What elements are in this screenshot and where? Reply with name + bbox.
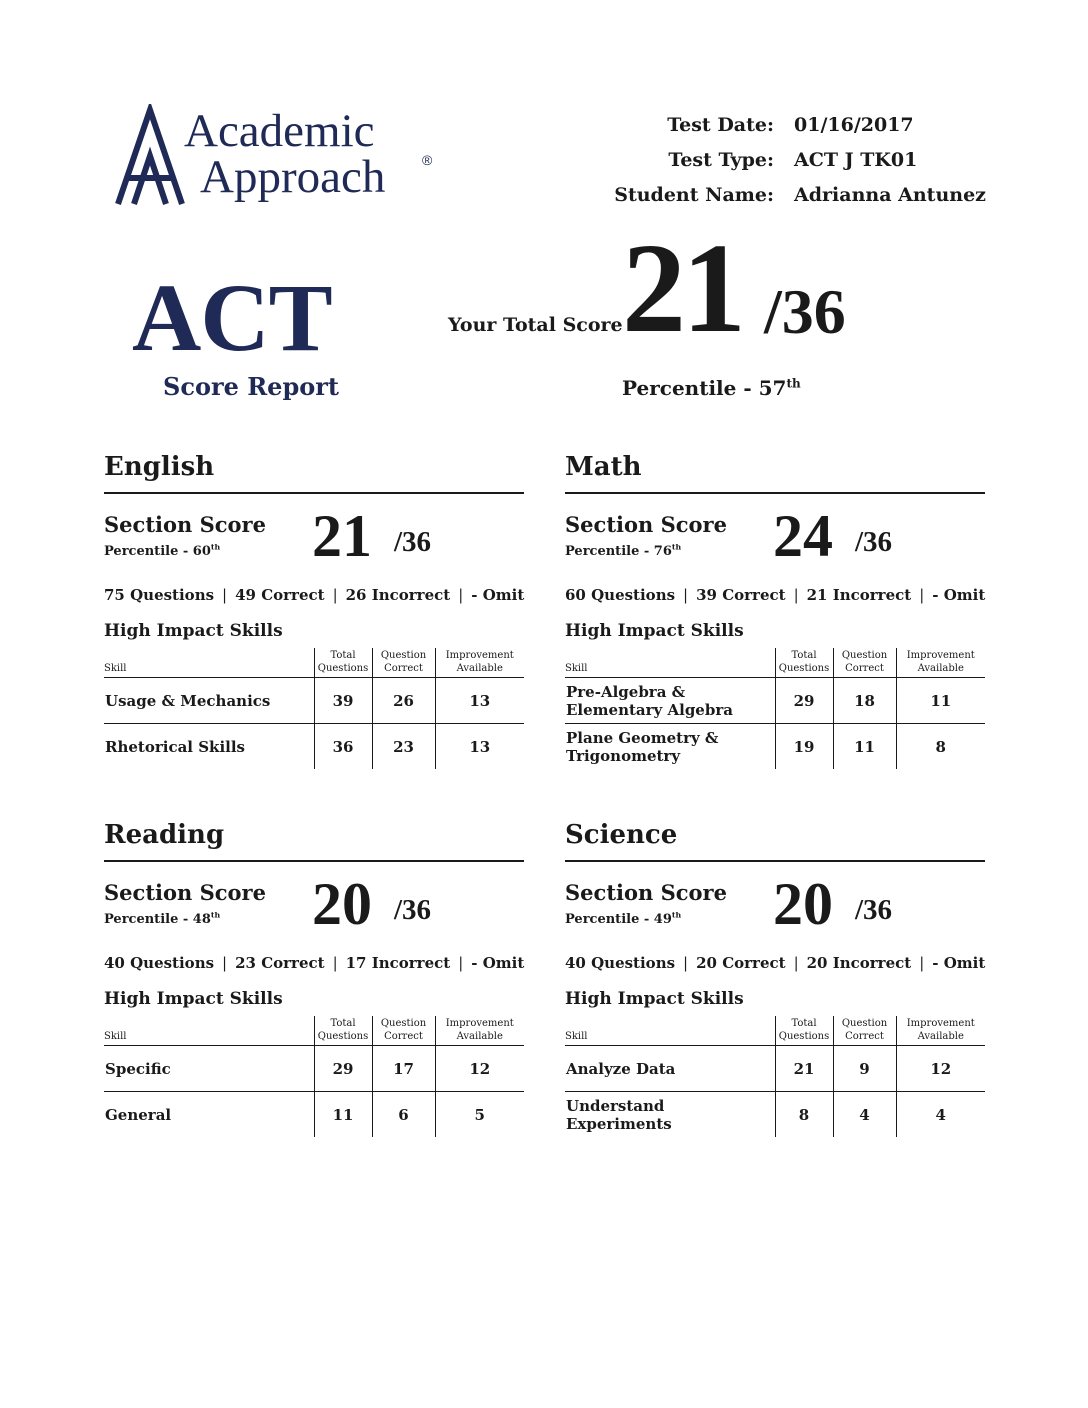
omit-count: - Omit: [471, 954, 525, 972]
skills-table-header: [565, 1016, 985, 1046]
skill-improvement: 13: [435, 678, 524, 724]
skill-total: 39: [314, 678, 372, 724]
skill-improvement: 5: [435, 1092, 524, 1138]
skills-table-row: [565, 724, 985, 770]
skill-improvement: 12: [896, 1046, 985, 1092]
skill-improvement: 11: [896, 678, 985, 724]
skill-correct: 11: [833, 724, 896, 770]
skill-name: Specific: [104, 1046, 314, 1092]
question-correct-col-header: Question Correct: [372, 1016, 435, 1046]
high-impact-skills-title: High Impact Skills: [104, 989, 283, 1009]
skill-correct: 17: [372, 1046, 435, 1092]
skill-name: Plane Geometry & Trigonometry: [566, 728, 719, 765]
section-stats: 75 Questions | 49 Correct | 26 Incorrect | - Omit: [104, 586, 525, 604]
high-impact-skills-title: High Impact Skills: [565, 989, 744, 1009]
skill-correct: 9: [833, 1046, 896, 1092]
skill-col-header: Skill: [104, 1016, 314, 1046]
incorrect-count: 17 Incorrect: [345, 954, 451, 972]
section-score-max: /36: [855, 526, 893, 558]
test-date-value: 01/16/2017: [794, 114, 914, 136]
academic-approach-logo: [112, 104, 442, 214]
test-type-label: Test Type:: [668, 149, 774, 171]
skill-name: Rhetorical Skills: [105, 737, 245, 756]
questions-count: 75 Questions: [104, 586, 215, 604]
section-score: 20: [312, 871, 372, 937]
skill-total: 29: [314, 1046, 372, 1092]
skill-col-header: Skill: [565, 1016, 775, 1046]
logo-word-approach: Approach: [200, 151, 386, 203]
questions-count: 40 Questions: [565, 954, 676, 972]
section-percentile: Percentile - 49th: [565, 910, 682, 927]
skill-improvement: 12: [435, 1046, 524, 1092]
section-score-max: /36: [394, 526, 432, 558]
section-score: 24: [773, 503, 833, 569]
omit-count: - Omit: [932, 954, 986, 972]
high-impact-skills-title: High Impact Skills: [104, 621, 283, 641]
section-math: [565, 452, 985, 782]
section-divider: [565, 492, 985, 494]
skill-total: 8: [775, 1092, 833, 1138]
section-score-max: /36: [855, 894, 893, 926]
section-reading: [104, 820, 524, 1150]
total-questions-col-header: Total Questions: [314, 1016, 372, 1046]
skills-table-row: [104, 678, 524, 724]
skill-col-header: Skill: [104, 648, 314, 678]
skills-table: [565, 648, 985, 769]
section-english: [104, 452, 524, 782]
logo-a-mark-icon: [112, 104, 192, 208]
section-score: 20: [773, 871, 833, 937]
score-report-subtitle: Score Report: [163, 372, 339, 401]
skill-correct: 26: [372, 678, 435, 724]
skill-correct: 23: [372, 724, 435, 770]
skills-table: [565, 1016, 985, 1137]
skills-table-header: [104, 1016, 524, 1046]
skill-total: 19: [775, 724, 833, 770]
correct-count: 20 Correct: [696, 954, 786, 972]
skills-table-row: [104, 1046, 524, 1092]
question-correct-col-header: Question Correct: [372, 648, 435, 678]
test-type-value: ACT J TK01: [794, 149, 918, 171]
section-divider: [104, 492, 524, 494]
section-stats: 40 Questions | 23 Correct | 17 Incorrect | - Omit: [104, 954, 525, 972]
test-date-label: Test Date:: [667, 114, 774, 136]
section-stats: 60 Questions | 39 Correct | 21 Incorrect | - Omit: [565, 586, 986, 604]
total-percentile: Percentile - 57th: [622, 376, 801, 400]
skill-total: 36: [314, 724, 372, 770]
questions-count: 60 Questions: [565, 586, 676, 604]
section-percentile: Percentile - 48th: [104, 910, 221, 927]
incorrect-count: 20 Incorrect: [806, 954, 912, 972]
section-science: [565, 820, 985, 1150]
total-score-max: /36: [764, 276, 846, 347]
skill-col-header: Skill: [565, 648, 775, 678]
total-questions-col-header: Total Questions: [775, 1016, 833, 1046]
skill-total: 11: [314, 1092, 372, 1138]
skill-correct: 4: [833, 1092, 896, 1138]
section-score-label: Section Score: [104, 512, 266, 537]
question-correct-col-header: Question Correct: [833, 1016, 896, 1046]
correct-count: 49 Correct: [235, 586, 325, 604]
student-name-value: Adrianna Antunez: [794, 184, 986, 206]
section-score-max: /36: [394, 894, 432, 926]
improvement-col-header: Improvement Available: [896, 648, 985, 678]
incorrect-count: 21 Incorrect: [806, 586, 912, 604]
total-questions-col-header: Total Questions: [314, 648, 372, 678]
skill-name: Understand Experiments: [566, 1096, 672, 1133]
student-name-label: Student Name:: [614, 184, 774, 206]
skills-table-row: [104, 724, 524, 770]
skill-improvement: 4: [896, 1092, 985, 1138]
omit-count: - Omit: [471, 586, 525, 604]
skill-improvement: 8: [896, 724, 985, 770]
skill-correct: 6: [372, 1092, 435, 1138]
high-impact-skills-title: High Impact Skills: [565, 621, 744, 641]
skill-name: General: [105, 1105, 172, 1124]
skills-table-header: [104, 648, 524, 678]
skills-table: [104, 648, 524, 769]
section-percentile: Percentile - 76th: [565, 542, 682, 559]
skill-name: Usage & Mechanics: [104, 678, 314, 724]
section-score-label: Section Score: [565, 512, 727, 537]
section-percentile: Percentile - 60th: [104, 542, 221, 559]
skill-total: 29: [775, 678, 833, 724]
total-score-label: Your Total Score: [448, 314, 623, 336]
total-questions-col-header: Total Questions: [775, 648, 833, 678]
section-divider: [565, 860, 985, 862]
improvement-col-header: Improvement Available: [435, 648, 524, 678]
total-score: 21: [622, 217, 742, 359]
skills-table-row: [104, 1092, 524, 1138]
skill-correct: 18: [833, 678, 896, 724]
section-title: Math: [565, 452, 642, 482]
questions-count: 40 Questions: [104, 954, 215, 972]
skills-table: [104, 1016, 524, 1137]
correct-count: 23 Correct: [235, 954, 325, 972]
skill-improvement: 13: [435, 724, 524, 770]
section-title: English: [104, 452, 215, 482]
section-title: Reading: [104, 820, 225, 850]
act-title: ACT: [132, 264, 332, 371]
skills-table-row: [565, 678, 985, 724]
question-correct-col-header: Question Correct: [833, 648, 896, 678]
improvement-col-header: Improvement Available: [896, 1016, 985, 1046]
section-stats: 40 Questions | 20 Correct | 20 Incorrect | - Omit: [565, 954, 986, 972]
skills-table-row: [565, 1046, 985, 1092]
section-score: 21: [312, 503, 372, 569]
section-divider: [104, 860, 524, 862]
logo-word-academic: Academic: [184, 105, 375, 157]
skills-table-header: [565, 648, 985, 678]
incorrect-count: 26 Incorrect: [345, 586, 451, 604]
section-title: Science: [565, 820, 678, 850]
omit-count: - Omit: [932, 586, 986, 604]
registered-mark: ®: [422, 152, 433, 168]
skill-name: Pre-Algebra & Elementary Algebra: [565, 678, 775, 724]
improvement-col-header: Improvement Available: [435, 1016, 524, 1046]
skill-name: Analyze Data: [565, 1046, 775, 1092]
section-score-label: Section Score: [565, 880, 727, 905]
section-score-label: Section Score: [104, 880, 266, 905]
correct-count: 39 Correct: [696, 586, 786, 604]
skills-table-row: [565, 1092, 985, 1138]
skill-total: 21: [775, 1046, 833, 1092]
